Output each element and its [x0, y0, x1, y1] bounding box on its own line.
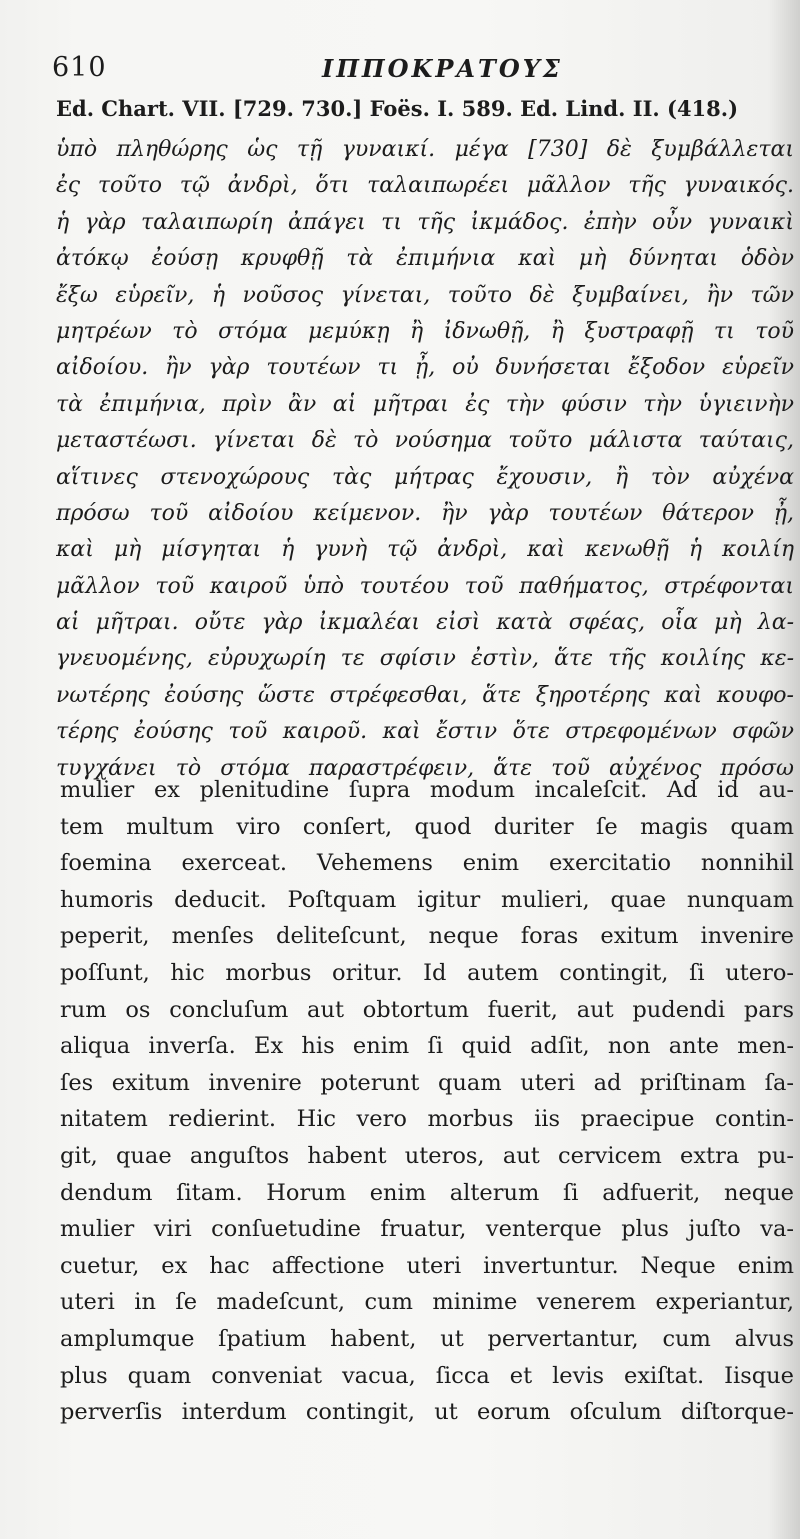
- greek-text-line: πρόσω τοῦ αἰδοίου κείμενον. ἢν γὰρ τουτέων θάτερον ᾖ,: [56, 500, 794, 526]
- latin-text-line: humoris deducit. Poſtquam igitur mulieri, quae nunquam: [60, 886, 794, 913]
- latin-text-line: git, quae anguſtos habent uteros, aut cervicem extra pu-: [60, 1142, 794, 1169]
- greek-text-line: ἡ γὰρ ταλαιπωρίη ἀπάγει τι τῆς ἰκμάδος. ἐπὴν οὖν γυναικὶ: [56, 209, 794, 235]
- greek-text-line: καὶ μὴ μίσγηται ἡ γυνὴ τῷ ἀνδρὶ, καὶ κενωθῇ ἡ κοιλίη: [56, 537, 794, 563]
- greek-text-line: μεταστέωσι. γίνεται δὲ τὸ νούσημα τοῦτο μάλιστα ταύταις,: [56, 428, 794, 454]
- greek-text-line: ἔξω εὑρεῖν, ἡ νοῦσος γίνεται, τοῦτο δὲ ξυμβαίνει, ἢν τῶν: [56, 282, 794, 308]
- latin-text-line: peperit, menſes deliteſcunt, neque foras exitum invenire: [60, 923, 794, 950]
- greek-text-line: αἰδοίου. ἢν γὰρ τουτέων τι ᾖ, οὐ δυνήσεται ἔξοδον εὑρεῖν: [56, 355, 794, 381]
- page-header: [52, 52, 792, 92]
- greek-text-block: [56, 132, 794, 787]
- latin-text-line: perverſis interdum contingit, ut eorum oſculum diſtorque-: [60, 1399, 794, 1426]
- latin-text-line: mulier viri conſuetudine fruatur, venterque plus juſto va-: [60, 1216, 794, 1243]
- running-title: ΙΠΠΟΚΡΑΤΟΥΣ: [322, 54, 563, 83]
- page-number: 610: [52, 52, 107, 83]
- latin-text-line: aliqua inverſa. Ex his enim ſi quid adſit, non ante men-: [60, 1033, 794, 1060]
- latin-text-line: nitatem redierint. Hic vero morbus iis praecipue contin-: [60, 1106, 794, 1133]
- column-divider: [54, 770, 794, 771]
- greek-text-line: γνευομένης, εὐρυχωρίη τε σφίσιν ἐστὶν, ἅτε τῆς κοιλίης κε-: [56, 646, 794, 672]
- latin-text-line: plus quam conveniat vacua, ſicca et levis exiſtat. Iisque: [60, 1362, 794, 1389]
- latin-text-line: uteri in ſe madeſcunt, cum minime venerem experiantur,: [60, 1289, 794, 1316]
- greek-text-line: αἱ μῆτραι. οὔτε γὰρ ἰκμαλέαι εἰσὶ κατὰ σφέας, οἷα μὴ λα-: [56, 610, 794, 636]
- latin-text-line: rum os concluſum aut obtortum fuerit, aut pudendi pars: [60, 996, 794, 1023]
- greek-text-line: μητρέων τὸ στόμα μεμύκῃ ἢ ἰδνωθῇ, ἢ ξυστραφῇ τι τοῦ: [56, 318, 794, 344]
- greek-text-line: ὑπὸ πληθώρης ὡς τῇ γυναικί. μέγα [730] δὲ ξυμβάλλεται: [56, 137, 794, 162]
- greek-text-line: ἀτόκῳ ἐούσῃ κρυφθῇ τὰ ἐπιμήνια καὶ μὴ δύνηται ὁδὸν: [56, 246, 794, 272]
- latin-text-line: mulier ex plenitudine ſupra modum incaleſcit. Ad id au-: [60, 777, 794, 803]
- greek-text-line: τυγχάνει τὸ στόμα παραστρέφειν, ἅτε τοῦ αὐχένος πρόσω: [56, 755, 794, 781]
- latin-text-line: foemina exerceat. Vehemens enim exercitatio nonnihil: [60, 850, 794, 877]
- edition-reference-line: Ed. Chart. VII. [729. 730.] Foës. I. 589. Ed. Lind. II. (418.): [56, 96, 739, 121]
- latin-text-line: dendum ſitam. Horum enim alterum ſi adfuerit, neque: [60, 1179, 794, 1206]
- greek-text-line: μᾶλλον τοῦ καιροῦ ὑπὸ τουτέου τοῦ παθήματος, στρέφονται: [56, 573, 794, 599]
- latin-text-line: poſſunt, hic morbus oritur. Id autem contingit, ſi utero-: [60, 959, 794, 986]
- greek-text-line: τὰ ἐπιμήνια, πρὶν ἂν αἱ μῆτραι ἐς τὴν φύσιν τὴν ὑγιεινὴν: [56, 391, 794, 417]
- greek-text-line: τέρης ἐούσης τοῦ καιροῦ. καὶ ἔστιν ὅτε στρεφομένων σφῶν: [56, 719, 794, 745]
- greek-text-line: νωτέρης ἐούσης ὥστε στρέφεσθαι, ἅτε ξηροτέρης καὶ κουφο-: [56, 682, 794, 708]
- greek-text-line: αἵτινες στενοχώρους τὰς μήτρας ἔχουσιν, ἢ τὸν αὐχένα: [56, 464, 794, 490]
- latin-text-line: amplumque ſpatium habent, ut pervertantur, cum alvus: [60, 1325, 794, 1352]
- latin-text-line: cuetur, ex hac affectione uteri invertuntur. Neque enim: [60, 1252, 794, 1279]
- latin-translation-block: [60, 772, 794, 1431]
- greek-text-line: ἐς τοῦτο τῷ ἀνδρὶ, ὅτι ταλαιπωρέει μᾶλλον τῆς γυναικός.: [56, 173, 794, 199]
- latin-text-line: ſes exitum invenire poterunt quam uteri ad priſtinam ſa-: [60, 1069, 794, 1096]
- latin-text-line: tem multum viro conſert, quod duriter ſe magis quam: [60, 813, 794, 840]
